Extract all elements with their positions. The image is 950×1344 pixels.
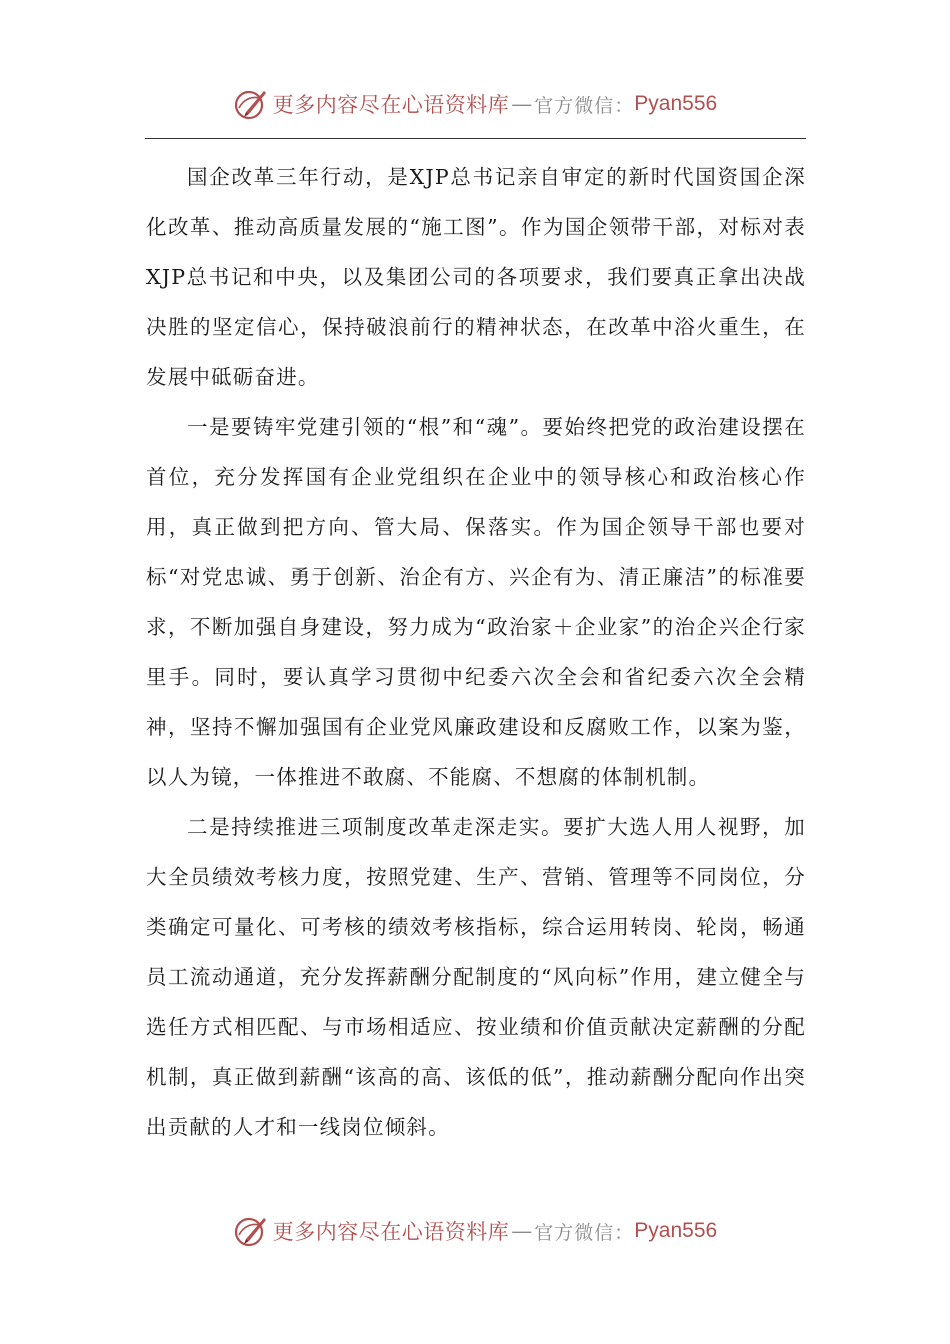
watermark-text: 更多内容尽在心语资料库 [272,93,510,117]
watermark-separator: — [511,1219,533,1243]
paragraph-intro: 国企改革三年行动，是XJP总书记亲自审定的新时代国资国企深化改革、推动高质量发展的“施工图”。作为国企领带干部，对标对表XJP总书记和中央，以及集团公司的各项要求，我们要真正拿出决战决胜的坚定信心，保持破浪前行的精神状态，在改革中浴火重生，在发展中砥砺奋进。 [146,165,806,389]
watermark-label: 官方微信： [534,1221,635,1244]
watermark-header [0,84,950,124]
watermark-label: 官方微信： [534,94,635,117]
watermark-wechat-id: Pyan556 [634,1219,718,1242]
paragraph-three-reforms: 二是持续推进三项制度改革走深走实。要扩大选人用人视野，加大全员绩效考核力度，按照党建、生产、营销、管理等不同岗位，分类确定可量化、可考核的绩效考核指标，综合运用转岗、轮岗，畅通员工流动通道，充分发挥薪酬分配制度的“风向标”作用，建立健全与选任方式相匹配、与市场相适应、按业绩和价值贡献决定薪酬的分配机制，真正做到薪酬“该高的高、该低的低”，推动薪酬分配向作出突出贡献的人才和一线岗位倾斜。 [146,815,806,1139]
watermark-wechat-id: Pyan556 [634,92,718,115]
watermark-separator: — [511,92,533,116]
document-body [146,152,806,1152]
header-divider [145,138,806,139]
watermark-footer [0,1211,950,1251]
pen-circle-logo-icon [233,86,269,122]
pen-circle-logo-icon [233,1213,269,1249]
watermark-text: 更多内容尽在心语资料库 [272,1220,510,1244]
paragraph-party-building: 一是要铸牢党建引领的“根”和“魂”。要始终把党的政治建设摆在首位，充分发挥国有企业党组织在企业中的领导核心和政治核心作用，真正做到把方向、管大局、保落实。作为国企领导干部也要对标“对党忠诚、勇于创新、治企有方、兴企有为、清正廉洁”的标准要求，不断加强自身建设，努力成为“政治家＋企业家”的治企兴企行家里手。同时，要认真学习贯彻中纪委六次全会和省纪委六次全会精神，坚持不懈加强国有企业党风廉政建设和反腐败工作，以案为鉴，以人为镜，一体推进不敢腐、不能腐、不想腐的体制机制。 [146,415,806,789]
